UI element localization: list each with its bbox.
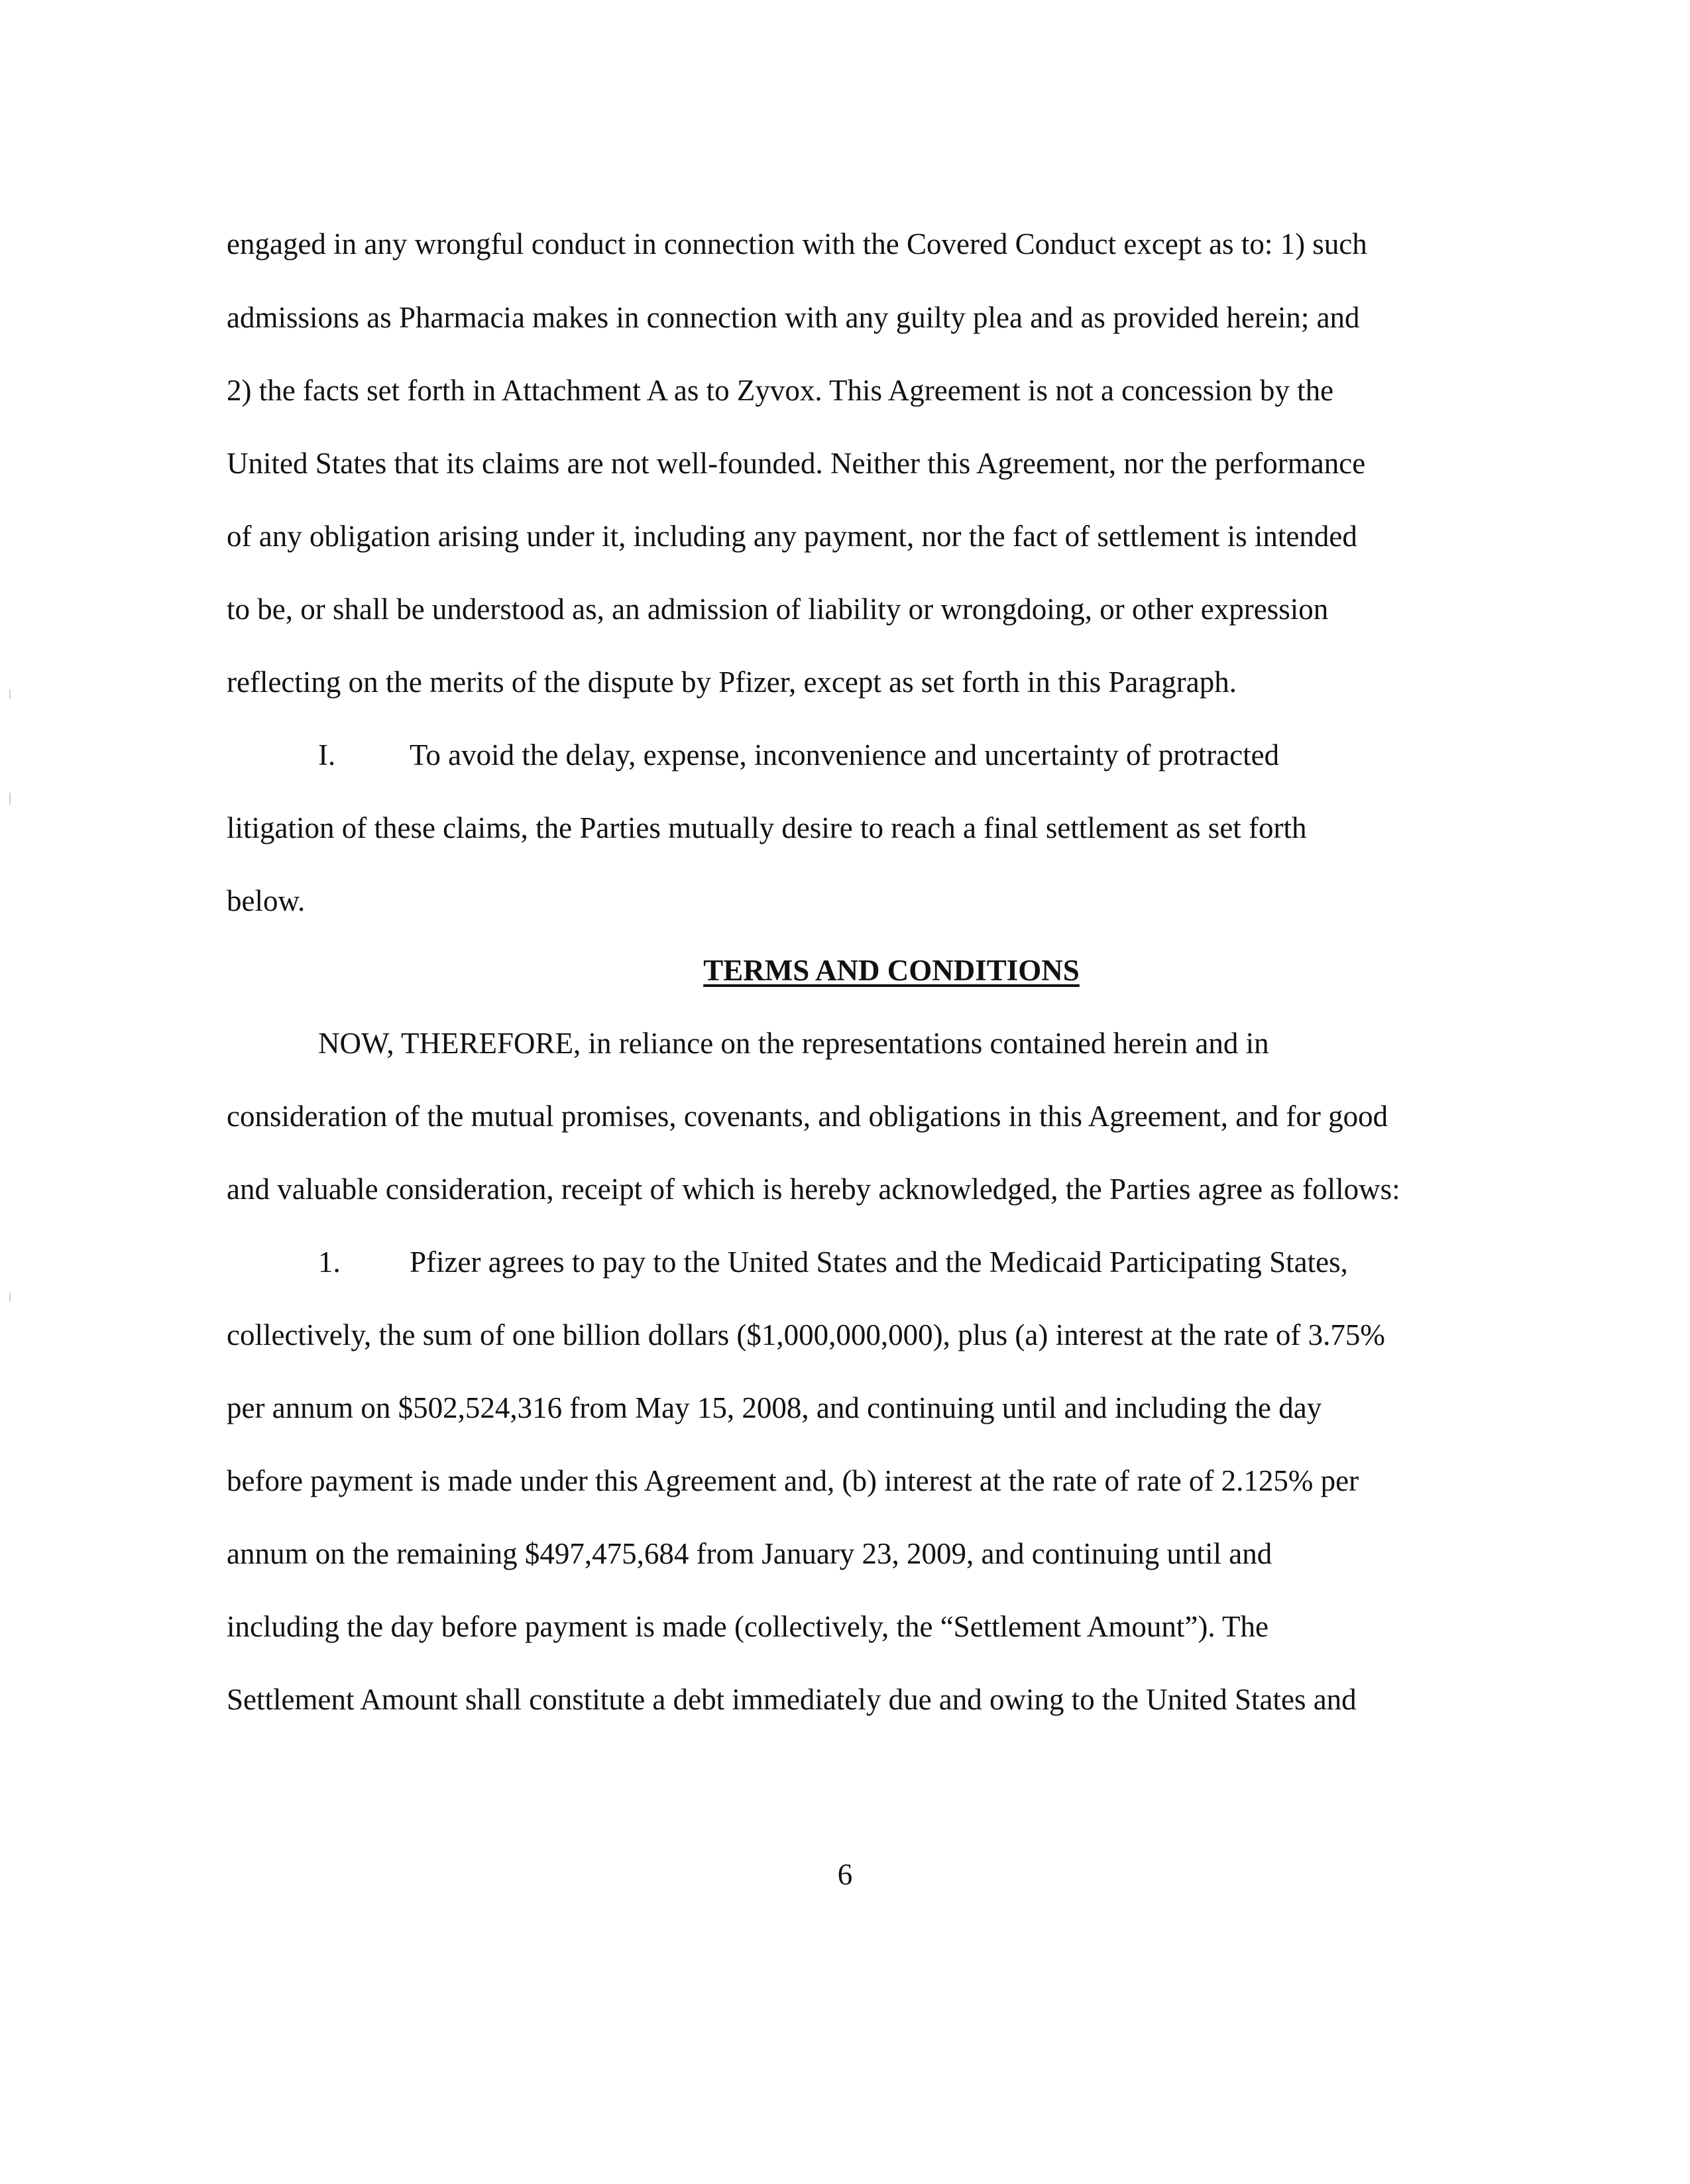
paragraph-line: litigation of these claims, the Parties mutually desire to reach a final settlement as set forth (227, 811, 1307, 844)
scan-margin-mark (9, 1293, 11, 1302)
paragraph-line: collectively, the sum of one billion dollars ($1,000,000,000), plus (a) interest at the rate of 3.75% (227, 1318, 1385, 1351)
scan-margin-mark (9, 793, 11, 805)
paragraph-line: below. (227, 884, 306, 917)
paragraph-number: 1. (318, 1245, 341, 1279)
paragraph-line: reflecting on the merits of the dispute by Pfizer, except as set forth in this Paragraph. (227, 665, 1237, 699)
scan-margin-mark (9, 689, 11, 699)
paragraph-line: NOW, THEREFORE, in reliance on the representations contained herein and in (318, 1027, 1269, 1060)
paragraph-line: engaged in any wrongful conduct in connection with the Covered Conduct except as to: 1) such (227, 227, 1367, 260)
paragraph-line: Pfizer agrees to pay to the United States and the Medicaid Participating States, (410, 1245, 1348, 1279)
page-number: 6 (837, 1858, 853, 1891)
paragraph-line: 2) the facts set forth in Attachment A as to Zyvox. This Agreement is not a concession by the (227, 374, 1334, 407)
paragraph-line: before payment is made under this Agreement and, (b) interest at the rate of rate of 2.125% per (227, 1464, 1359, 1497)
paragraph-line: admissions as Pharmacia makes in connection with any guilty plea and as provided herein; and (227, 301, 1360, 334)
paragraph-line: United States that its claims are not well-founded. Neither this Agreement, nor the performance (227, 447, 1366, 480)
paragraph-line: of any obligation arising under it, including any payment, nor the fact of settlement is intended (227, 520, 1357, 553)
paragraph-line: Settlement Amount shall constitute a debt immediately due and owing to the United States and (227, 1683, 1357, 1716)
paragraph-number: I. (318, 738, 336, 772)
paragraph-line: annum on the remaining $497,475,684 from January 23, 2009, and continuing until and (227, 1537, 1272, 1570)
paragraph-line: To avoid the delay, expense, inconvenience and uncertainty of protracted (410, 738, 1280, 772)
paragraph-line: to be, or shall be understood as, an admission of liability or wrongdoing, or other expression (227, 593, 1329, 626)
section-heading: TERMS AND CONDITIONS (703, 954, 1080, 987)
paragraph-line: and valuable consideration, receipt of which is hereby acknowledged, the Parties agree as follows: (227, 1173, 1400, 1206)
paragraph-line: per annum on $502,524,316 from May 15, 2008, and continuing until and including the day (227, 1391, 1322, 1424)
paragraph-line: consideration of the mutual promises, covenants, and obligations in this Agreement, and for good (227, 1100, 1388, 1133)
paragraph-line: including the day before payment is made (collectively, the “Settlement Amount”). The (227, 1610, 1269, 1643)
